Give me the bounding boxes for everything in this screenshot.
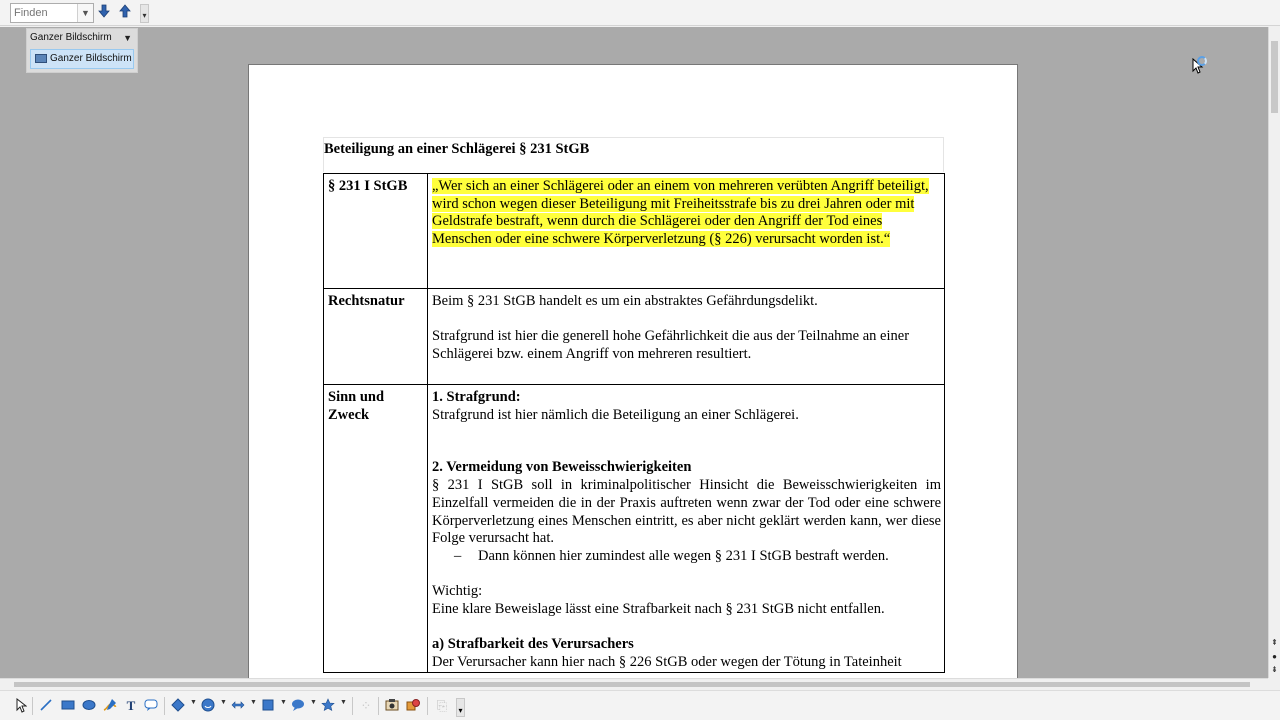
presentation-select-label: Ganzer Bildschirm <box>30 32 112 43</box>
row-label: Sinn und Zweck <box>324 385 428 673</box>
paragraph: Eine klare Beweislage lässt eine Strafbarkeit nach § 231 StGB nicht entfallen. <box>432 601 885 618</box>
busy-indicator-icon <box>1197 56 1207 66</box>
law-table <box>323 173 945 673</box>
table-row <box>324 385 945 673</box>
paragraph: § 231 I StGB soll in kriminalpolitischer Hinsicht die Beweisschwierigkeiten im Einzelfall vermeiden die in der Praxis auftreten wenn zwar der Tod oder eine schwere Körperverletzung eines Menschen eintritt, es aber nicht geklärt werden kann, wer diese Folge verursacht hat. <box>432 477 941 547</box>
section-heading: 1. Strafgrund: <box>432 389 521 405</box>
toolbar-overflow-icon[interactable]: ▾ <box>456 698 465 717</box>
horizontal-scrollbar[interactable] <box>0 678 1268 690</box>
extrusion-icon[interactable] <box>405 698 421 714</box>
note-label: Wichtig: <box>432 583 483 600</box>
paragraph: Strafgrund ist hier nämlich die Beteiligung an einer Schlägerei. <box>432 406 799 423</box>
text-icon[interactable]: T <box>126 698 136 713</box>
page-down-icon[interactable]: ⇟ <box>1271 665 1278 674</box>
toggle-extrusion-icon[interactable]: ⎘ <box>436 698 448 713</box>
section-heading: 2. Vermeidung von Beweisschwierigkeiten <box>432 459 692 476</box>
bullet-mark: – <box>454 547 462 564</box>
select-pointer-icon[interactable] <box>14 698 28 714</box>
navigation-dot-icon[interactable]: ● <box>1272 652 1277 661</box>
list-item <box>432 548 941 566</box>
arrow-up-icon[interactable] <box>117 4 133 22</box>
find-combobox[interactable] <box>10 3 94 23</box>
row-content <box>428 174 945 289</box>
rectangle-icon[interactable] <box>60 698 76 714</box>
stars-icon[interactable] <box>320 698 336 714</box>
screen-icon <box>35 54 47 63</box>
section-heading: a) Strafbarkeit des Verursachers <box>432 636 634 653</box>
line-icon[interactable] <box>38 698 54 714</box>
table-row <box>324 174 945 289</box>
presentation-select[interactable] <box>27 29 137 46</box>
page-title: Beteiligung an einer Schlägerei § 231 StGB <box>324 141 590 157</box>
vertical-scrollbar-thumb[interactable] <box>1271 41 1278 113</box>
law-quote: „Wer sich an einer Schlägerei oder an einem von mehreren verübten Angriff beteiligt, wird schon wegen dieser Beteiligung mit Freiheitsstrafe bis zu drei Jahren oder mit Geldstrafe bestraft, wenn durch die Schlägerei oder den Angriff der Tod eines Menschen oder eine schwere Körperverletzung (§ 226) verursacht worden ist.“ <box>432 178 929 248</box>
title-row <box>323 137 944 172</box>
fontwork-icon[interactable] <box>384 698 400 714</box>
scrollbar-corner <box>1268 678 1280 690</box>
presentation-panel <box>26 28 138 73</box>
points-icon[interactable]: ⁘ <box>360 698 372 713</box>
paragraph: Strafgrund ist hier die generell hohe Gefährlichkeit die aus der Teilnahme an einer Schlägerei bzw. einem Angriff von mehreren resultiert. <box>432 328 910 363</box>
paragraph: Der Verursacher kann hier nach § 226 StGB oder wegen der Tötung in Tateinheit <box>432 654 902 671</box>
callout-icon[interactable] <box>143 698 159 714</box>
document-workspace <box>0 27 1268 678</box>
presentation-option-label: Ganzer Bildschirm <box>50 53 132 64</box>
vertical-scrollbar[interactable] <box>1268 27 1280 678</box>
basic-shapes-icon[interactable] <box>170 698 186 714</box>
flowchart-icon[interactable] <box>260 698 276 714</box>
row-content <box>428 385 945 673</box>
bullet-text: Dann können hier zumindest alle wegen § 231 I StGB bestraft werden. <box>478 547 889 564</box>
chevron-down-icon[interactable]: ▼ <box>123 33 132 43</box>
toolbar-overflow-icon[interactable]: ▾ <box>140 4 149 23</box>
symbol-shapes-icon[interactable] <box>200 698 216 714</box>
arrow-down-icon[interactable] <box>96 4 112 22</box>
ellipse-icon[interactable] <box>81 698 97 714</box>
document-page <box>248 64 1018 678</box>
row-content <box>428 289 945 385</box>
drawing-toolbar: T ▼ ▼ ▼ ▼ ▼ ▼ ⁘ ⎘ ▾ <box>0 690 1280 720</box>
freeform-line-icon[interactable] <box>102 698 118 714</box>
horizontal-scrollbar-thumb[interactable] <box>14 682 1250 687</box>
chevron-down-icon[interactable]: ▼ <box>77 4 93 22</box>
row-label: Rechtsnatur <box>324 289 428 385</box>
paragraph: Beim § 231 StGB handelt es um ein abstraktes Gefährdungsdelikt. <box>432 293 818 309</box>
callouts-icon[interactable] <box>290 698 306 714</box>
page-up-icon[interactable]: ⇞ <box>1271 638 1278 647</box>
block-arrows-icon[interactable] <box>230 698 246 714</box>
find-input[interactable] <box>11 4 77 22</box>
presentation-option[interactable] <box>30 49 134 69</box>
row-label: § 231 I StGB <box>324 174 428 289</box>
find-toolbar <box>0 0 1280 26</box>
table-row <box>324 289 945 385</box>
